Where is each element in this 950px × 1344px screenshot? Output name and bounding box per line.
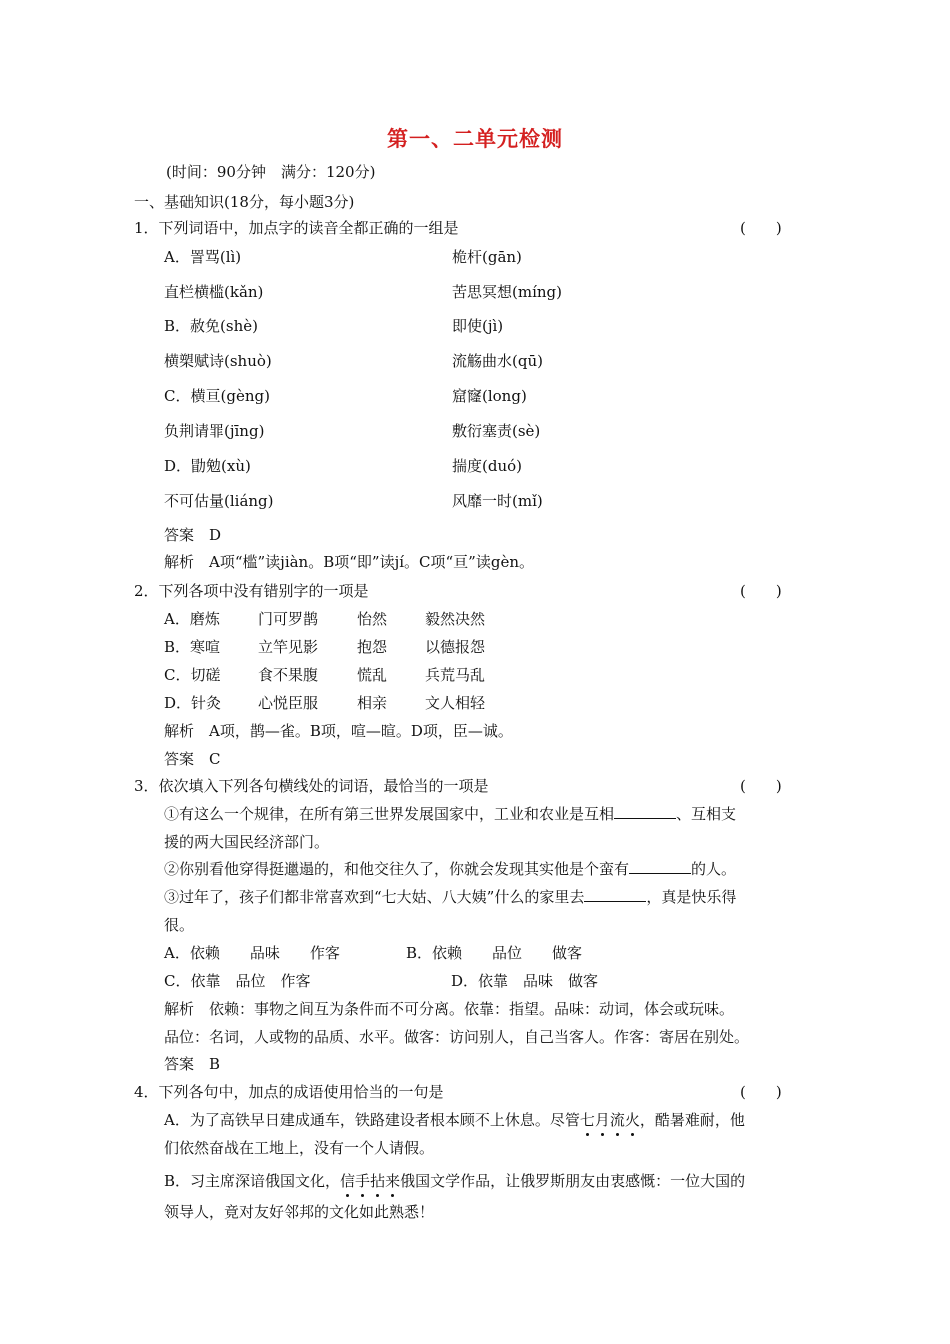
q2-option-a-2: 门可罗鹊	[258, 610, 319, 628]
q2-answer-bracket: ( )	[740, 582, 782, 600]
dotted-idiom	[580, 1111, 640, 1129]
q1-answer: 答案 D	[164, 526, 222, 544]
q2-option-d-2: 心悦臣服	[258, 694, 319, 712]
q1-option-b-2: 即使(jì)	[452, 317, 504, 335]
q2-analysis: 解析 A项，鹊—雀。B项，喧—暄。D项，臣—诚。	[164, 722, 513, 740]
q3-stem: 3．依次填入下列各句横线处的词语，最恰当的一项是	[134, 777, 489, 795]
q3-option-d: D．依靠 品味 做客	[451, 972, 599, 990]
q1-option-a-2: 桅杆(gān)	[452, 248, 522, 266]
q3-option-a: A．依赖 品味 作客	[164, 944, 340, 962]
q1-option-b-4: 流觞曲水(qū)	[452, 352, 543, 370]
q3-sentence-3: ③过年了，孩子们都非常喜欢到“七大姑、八大姨”什么的家里去 ，真是快乐得	[164, 888, 737, 906]
q4-option-a-line-1: A．为了高铁早日建成通车，铁路建设者根本顾不上休息。尽管七月流火，酷暑难耐，他	[164, 1111, 745, 1129]
q2-option-c-2: 食不果腹	[258, 666, 319, 684]
q3-answer-bracket: ( )	[740, 777, 782, 795]
fill-blank	[629, 861, 691, 874]
exam-meta: (时间：90分钟 满分：120分)	[166, 163, 376, 181]
q2-option-a: A．磨炼	[164, 610, 220, 628]
q3-sentence-3-cont: 很。	[164, 916, 195, 934]
q3-sentence-2: ②你别看他穿得挺邋遢的，和他交往久了，你就会发现其实他是个蛮有 的人。	[164, 860, 737, 878]
q1-option-c-2: 窟窿(long)	[452, 387, 527, 405]
q4-option-b-line-1: B．习主席深谙俄国文化，信手拈来俄国文学作品，让俄罗斯朋友由衷感慨：一位大国的	[164, 1172, 746, 1190]
emphasis-char: 火	[624, 1111, 640, 1129]
emphasis-char: 拈	[370, 1172, 386, 1190]
section-heading: 一、基础知识(18分，每小题3分)	[134, 193, 355, 211]
q4-answer-bracket: ( )	[740, 1083, 782, 1101]
q2-option-b: B．寒喧	[164, 638, 221, 656]
q2-option-b-2: 立竿见影	[258, 638, 319, 656]
q1-analysis: 解析 A项“槛”读jiàn。B项“即”读jí。C项“亘”读gèn。	[164, 553, 534, 571]
q3-answer: 答案 B	[164, 1055, 221, 1073]
q2-option-d-3: 相亲	[357, 694, 388, 712]
emphasis-char: 七	[579, 1111, 595, 1129]
emphasis-char: 来	[385, 1172, 401, 1190]
q1-option-d-1: D．勖勉(xù)	[164, 457, 251, 475]
dotted-idiom	[340, 1172, 400, 1190]
q2-stem: 2．下列各项中没有错别字的一项是	[134, 582, 369, 600]
q1-option-a-4: 苦思冥想(míng)	[452, 283, 562, 301]
q3-analysis-line-2: 品位：名词，人或物的品质、水平。做客：访问别人，自己当客人。作客：寄居在别处。	[164, 1028, 750, 1046]
q2-option-b-4: 以德报怨	[425, 638, 486, 656]
fill-blank	[584, 889, 646, 902]
q1-option-b-3: 横槊赋诗(shuò)	[164, 352, 272, 370]
q1-option-d-2: 揣度(duó)	[452, 457, 522, 475]
q3-sentence-1: ①有这么一个规律，在所有第三世界发展国家中，工业和农业是互相 、互相支	[164, 805, 737, 823]
q2-option-a-3: 怡然	[357, 610, 388, 628]
fill-blank	[614, 806, 676, 819]
q1-option-a-1: A．詈骂(lì)	[164, 248, 242, 266]
q2-option-c-4: 兵荒马乱	[425, 666, 486, 684]
q2-option-b-3: 抱怨	[357, 638, 388, 656]
page-title: 第一、二单元检测	[387, 126, 563, 151]
q1-option-d-4: 风靡一时(mǐ)	[452, 492, 543, 510]
q2-answer: 答案 C	[164, 750, 221, 768]
q1-option-c-1: C．横亘(gèng)	[164, 387, 270, 405]
emphasis-char: 流	[609, 1111, 625, 1129]
q3-analysis-line-1: 解析 依赖：事物之间互为条件而不可分离。依靠：指望。品味：动词，体会或玩味。	[164, 1000, 735, 1018]
q2-option-a-4: 毅然决然	[425, 610, 486, 628]
q2-option-c: C．切磋	[164, 666, 221, 684]
q1-option-a-3: 直栏横槛(kǎn)	[164, 283, 264, 301]
q1-option-b-1: B．赦免(shè)	[164, 317, 258, 335]
q1-option-c-3: 负荆请罪(jīng)	[164, 422, 265, 440]
q3-sentence-1-cont: 援的两大国民经济部门。	[164, 833, 330, 851]
q4-stem: 4．下列各句中，加点的成语使用恰当的一句是	[134, 1083, 444, 1101]
q1-option-a-1-text: 詈骂(lì)	[189, 248, 242, 266]
q4-option-b-line-2: 领导人，竟对友好邻邦的文化如此熟悉！	[164, 1203, 435, 1221]
q1-stem: 1．下列词语中，加点字的读音全都正确的一组是	[134, 219, 459, 237]
q2-option-c-3: 慌乱	[357, 666, 388, 684]
q3-option-b: B．依赖 品位 做客	[406, 944, 583, 962]
q3-option-c: C．依靠 品位 作客	[164, 972, 311, 990]
q2-option-d-4: 文人相轻	[425, 694, 486, 712]
q1-answer-bracket: ( )	[740, 219, 782, 237]
q2-option-d: D．针灸	[164, 694, 222, 712]
q4-option-a-line-2: 们依然奋战在工地上，没有一个人请假。	[164, 1139, 435, 1157]
q1-option-c-4: 敷衍塞责(sè)	[452, 422, 541, 440]
emphasis-char: 月	[594, 1111, 610, 1129]
emphasis-char: 信	[340, 1172, 356, 1190]
q1-option-d-3: 不可估量(liáng)	[164, 492, 274, 510]
emphasis-char: 手	[355, 1172, 371, 1190]
